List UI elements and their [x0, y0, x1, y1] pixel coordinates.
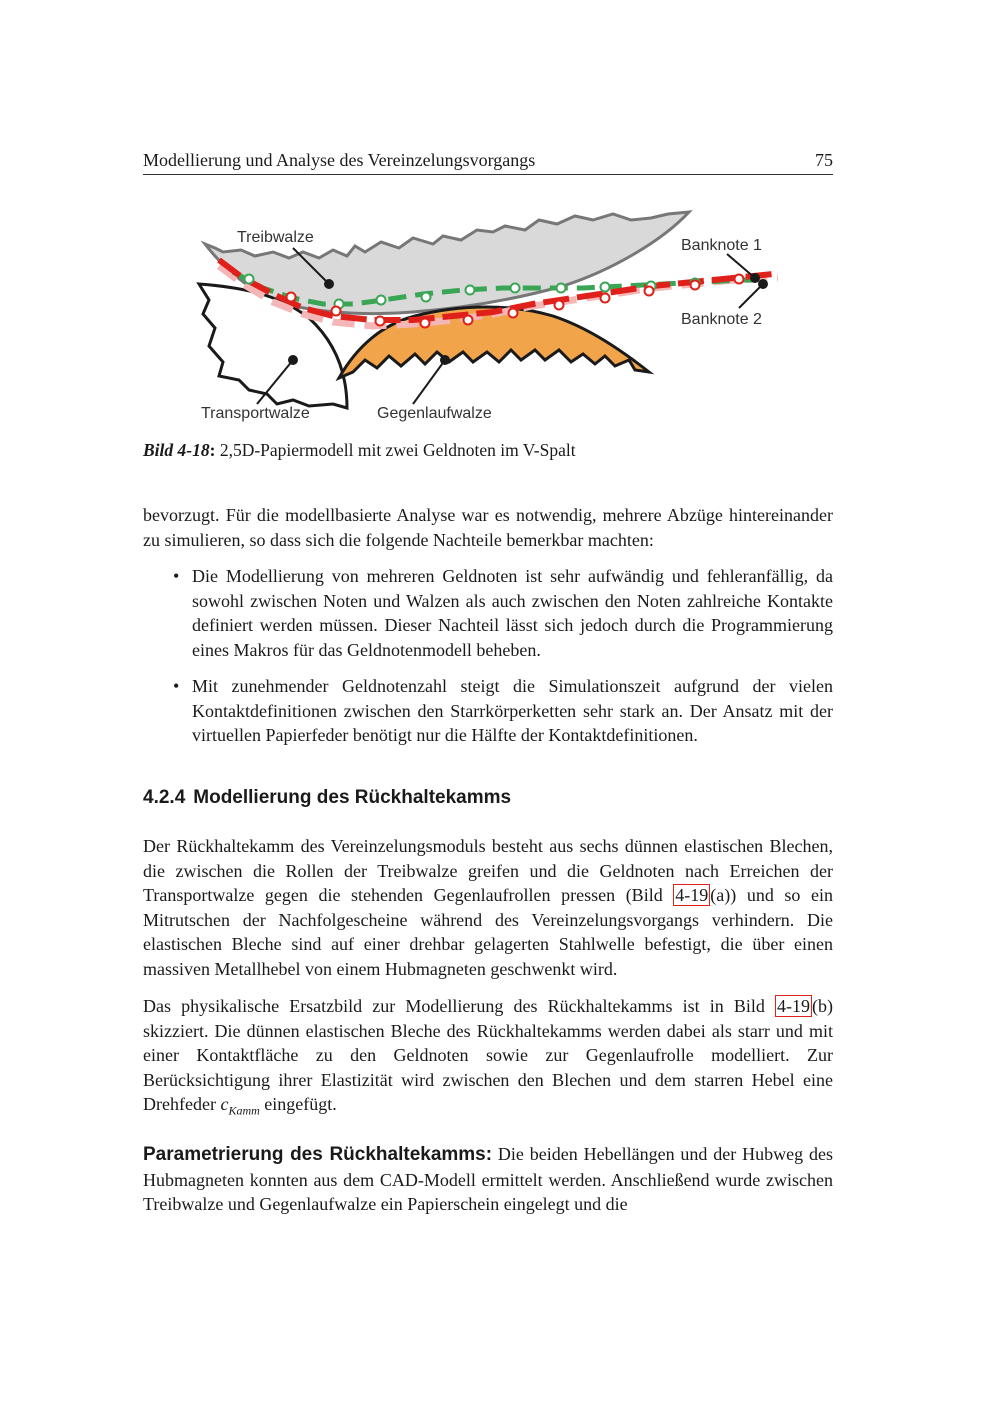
label-banknote-2: Banknote 2 — [681, 311, 762, 328]
paragraph-text: (b) skizziert. Die dünnen elastischen Bleche des Rückhaltekamms werden dabei als starr und mit einer Kontaktfläche zu den Geldnoten sowie zur Gegenlaufrolle modelliert. Zur Berücksichtigung ihrer Elastizität wird zwischen den Blechen und dem starren Hebel eine Drehfeder — [143, 996, 833, 1114]
label-gegenlaufwalze: Gegenlaufwalze — [377, 405, 492, 422]
figure-4-18 — [143, 200, 833, 435]
section-number: 4.2.4 — [143, 787, 186, 808]
caption-separator: : — [209, 440, 220, 460]
label-treibwalze: Treibwalze — [237, 229, 314, 246]
page-number: 75 — [815, 150, 833, 170]
banknote-2-node — [645, 287, 654, 296]
banknote-1-node — [557, 284, 566, 293]
figure-reference-link[interactable]: 4-19 — [675, 885, 709, 905]
banknote-2-node — [421, 319, 430, 328]
math-subscript: Kamm — [228, 1103, 260, 1118]
banknote-2-node — [509, 309, 518, 318]
list-item-text: Mit zunehmender Geldnotenzahl steigt die Simulationszeit aufgrund der vielen Kontaktdefinitionen zwischen den Starrkörperketten sehr stark an. Der Ansatz mit der virtuellen Papierfeder benötigt nur die Hälfte der Kontaktdefinitionen. — [192, 676, 833, 745]
paragraph-text: eingefügt. — [259, 1094, 337, 1114]
banknote-1-node — [601, 283, 610, 292]
paragraph — [143, 994, 833, 1123]
paragraph-text: (a)) und so ein Mitrutschen der Nachfolgescheine während des Vereinzelungsvorgangs verhindern. Die elastischen Bleche sind auf einer drehbar gelagerten Stahlwelle befestigt, die über einen massiven Metallhebel von einem Hubmagneten geschwenkt wird. — [143, 885, 834, 979]
banknote-2-node — [555, 301, 564, 310]
caption-label: Bild 4-18 — [143, 440, 210, 460]
paragraph — [143, 834, 833, 981]
label-banknote-1: Banknote 1 — [681, 237, 762, 254]
banknote-1-node — [466, 286, 475, 295]
figure-caption — [143, 440, 833, 461]
math-base: c — [220, 1094, 229, 1114]
paragraph: bevorzugt. Für die modellbasierte Analyse war es notwendig, mehrere Abzüge hintereinander zu simulieren, so dass sich die folgende Nachteile bemerkbar machten: — [143, 505, 833, 550]
paragraph-text: Die beiden Hebellängen und der Hubweg des Hubmagneten konnten aus dem CAD-Modell ermittelt werden. Anschließend wurde zwischen Treibwalze und Gegenlaufwalze ein Papierschein eingelegt und die — [143, 1144, 833, 1214]
bullet-list — [143, 564, 833, 760]
banknote-2-node — [376, 317, 385, 326]
figure-illustration — [143, 200, 833, 435]
banknote-2-node — [691, 281, 700, 290]
list-item-text: Die Modellierung von mehreren Geldnoten ist sehr aufwändig und fehleranfällig, da sowohl zwischen Noten und Walzen als auch zwischen den Noten zahlreiche Kontakte definiert werden müssen. Dieser Nachteil lässt sich jedoch durch die Programmierung eines Makros für das Geldnotenmodell beheben. — [192, 566, 833, 660]
paragraph — [143, 1142, 833, 1217]
bullet-marker: • — [173, 676, 180, 696]
banknote-1-node — [511, 284, 520, 293]
banknote-1-node — [245, 275, 254, 284]
running-title: Modellierung und Analyse des Vereinzelungsvorgangs — [143, 150, 536, 170]
banknote-2-node — [332, 307, 341, 316]
section-title: Modellierung des Rückhaltekamms — [193, 787, 512, 808]
banknote-1-node — [377, 296, 386, 305]
list-item — [143, 674, 833, 748]
banknote-2-node — [287, 293, 296, 302]
paragraph-text: Der Rückhaltekamm des Vereinzelungsmoduls besteht aus sechs dünnen elastischen Blechen, die zwischen die Rollen der Treibwalze greifen und die Geldnoten nach Erreichen der Transportwalze gegen die stehenden Gegenlaufrollen pressen (Bild — [143, 836, 833, 905]
paragraph-text: Das physikalische Ersatzbild zur Modellierung des Rückhaltekamms ist in Bild — [143, 996, 775, 1016]
list-item — [143, 564, 833, 662]
banknote-2-node — [464, 316, 473, 325]
runin-heading: Parametrierung des Rückhaltekamms: — [143, 1144, 493, 1165]
bullet-marker: • — [173, 566, 180, 586]
banknote-2-node — [601, 294, 610, 303]
running-header — [143, 148, 833, 175]
figure-reference-link[interactable]: 4-19 — [777, 996, 810, 1016]
banknote-2-node — [735, 275, 744, 284]
label-transportwalze: Transportwalze — [201, 405, 310, 422]
math-symbol — [220, 1094, 260, 1118]
caption-text: 2,5D-Papiermodell mit zwei Geldnoten im V-Spalt — [219, 440, 576, 460]
banknote-1-node — [422, 293, 431, 302]
section-heading — [143, 787, 511, 809]
